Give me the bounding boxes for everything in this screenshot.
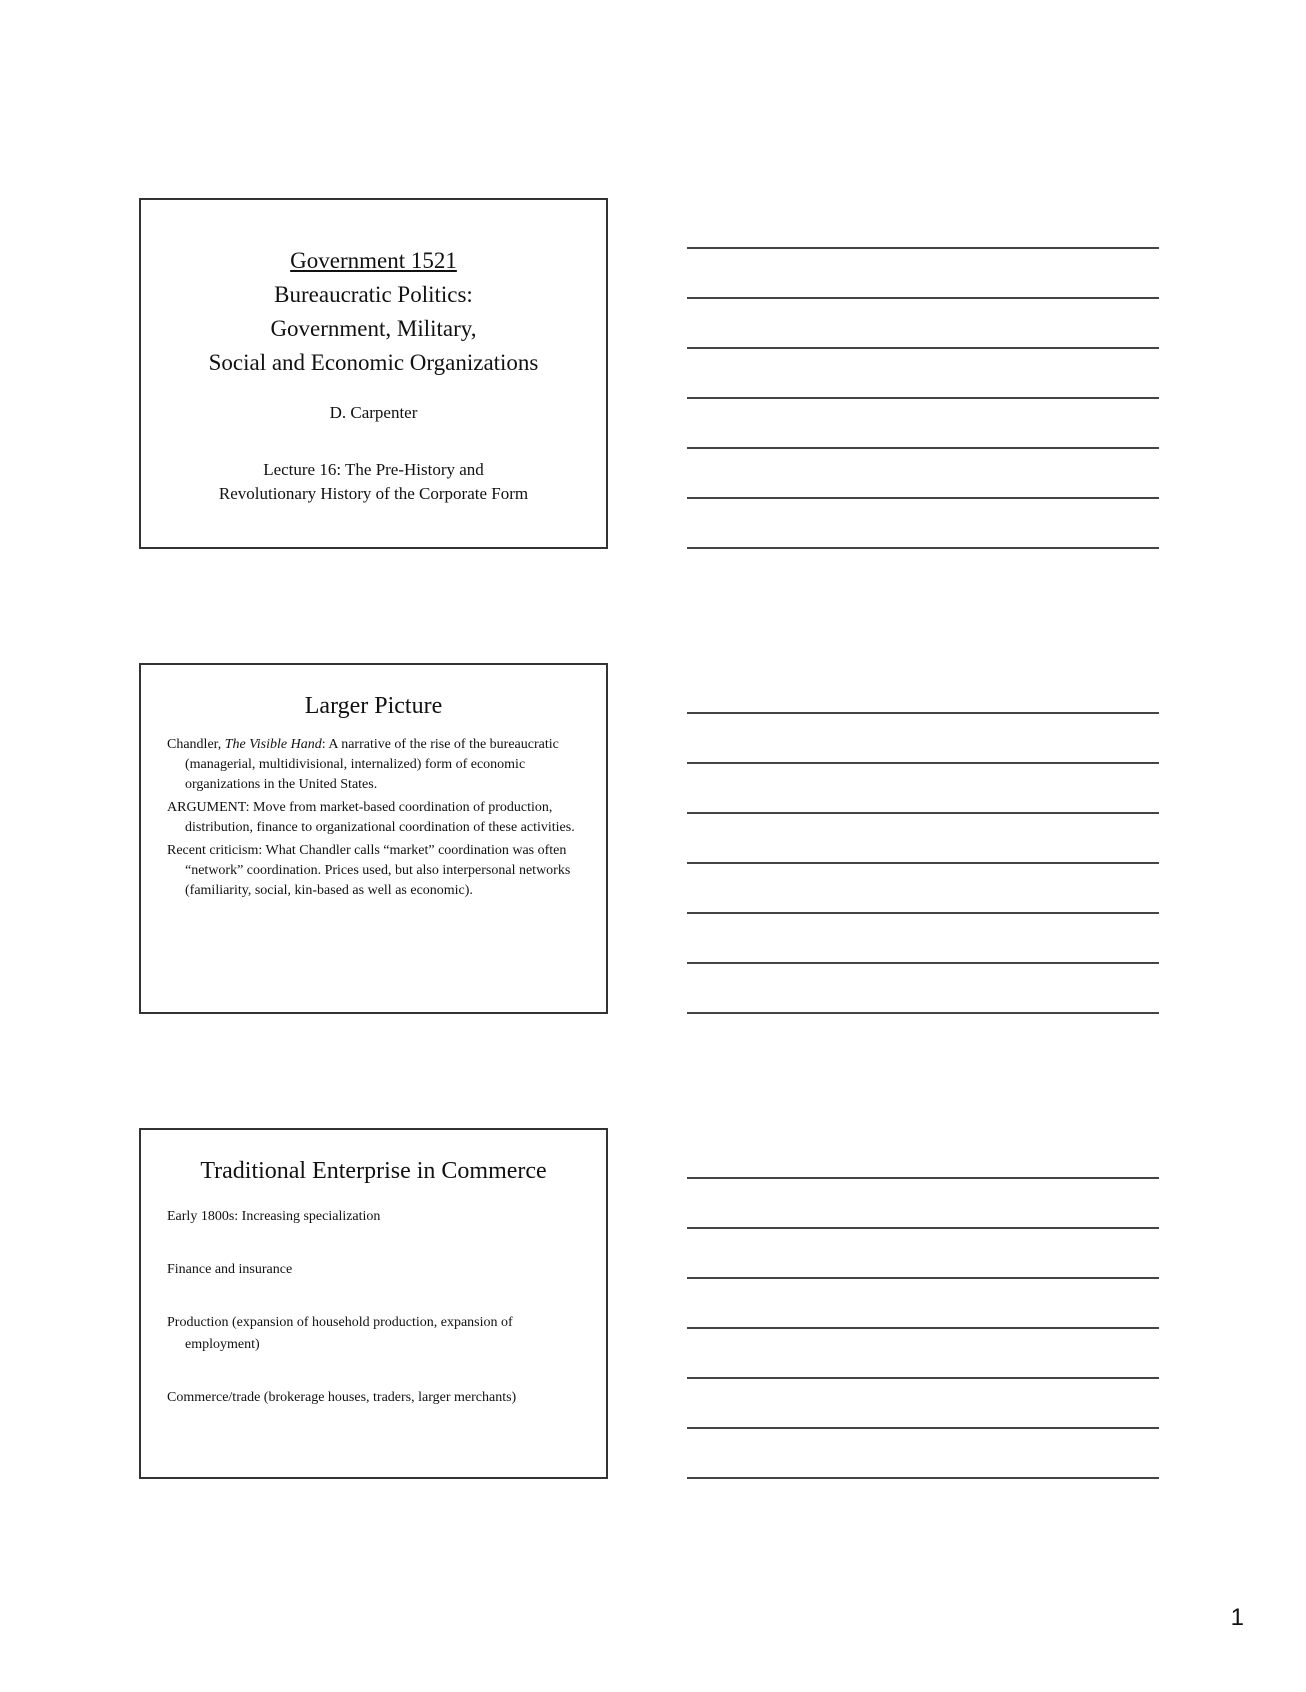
bullet-item: Recent criticism: What Chandler calls “market” coordination was often “network” coordination. Prices used, but also interpersonal networks (familiarity, social, kin-based as well as economic). [167, 843, 571, 898]
bullet-item: Chandler, The Visible Hand: A narrative of the rise of the bureaucratic (managerial, multidivisional, internalized) form of economic organizations in the United States. [167, 737, 559, 792]
slide-1-thumbnail [139, 198, 608, 549]
note-line [687, 1177, 1159, 1179]
course-subtitle-line-2: Government, Military, [270, 316, 477, 341]
note-line [687, 762, 1159, 764]
bullet-item: Production (expansion of household production, expansion of employment) [167, 1315, 513, 1352]
note-line [687, 1427, 1159, 1429]
slide-2-thumbnail [139, 663, 608, 1014]
note-line [687, 247, 1159, 249]
note-line [687, 1477, 1159, 1479]
course-subtitle-line-3: Social and Economic Organizations [208, 350, 539, 375]
note-line [687, 712, 1159, 714]
note-line [687, 497, 1159, 499]
note-line [687, 1377, 1159, 1379]
lecture-title [141, 458, 606, 506]
bullet-item: Finance and insurance [167, 1262, 293, 1277]
lecture-title-line-1: Lecture 16: The Pre-History and [263, 460, 484, 479]
note-line [687, 1277, 1159, 1279]
bullet-item: Commerce/trade (brokerage houses, traders, larger merchants) [167, 1390, 517, 1405]
note-line [687, 812, 1159, 814]
slide-2-bullet-list [141, 735, 606, 901]
note-line [687, 447, 1159, 449]
note-line [687, 912, 1159, 914]
page-number: 1 [1230, 1604, 1244, 1631]
lecture-title-line-2: Revolutionary History of the Corporate Form [218, 484, 529, 503]
slide-3-bullet-list [141, 1206, 606, 1409]
course-subtitle-line-1: Bureaucratic Politics: [274, 282, 473, 307]
note-line [687, 962, 1159, 964]
note-line [687, 1227, 1159, 1229]
slide-3-title: Traditional Enterprise in Commerce [200, 1158, 547, 1184]
slide-1-title-block [141, 200, 606, 380]
note-line [687, 862, 1159, 864]
note-line [687, 1012, 1159, 1014]
book-title: The Visible Hand [224, 737, 322, 752]
author-name: D. Carpenter [329, 403, 418, 422]
course-title: Government 1521 [290, 248, 457, 273]
note-line [687, 297, 1159, 299]
note-line [687, 347, 1159, 349]
note-line [687, 547, 1159, 549]
note-line [687, 1327, 1159, 1329]
bullet-item: Early 1800s: Increasing specialization [167, 1209, 381, 1224]
slide-3-thumbnail [139, 1128, 608, 1479]
note-line [687, 397, 1159, 399]
slide-2-title: Larger Picture [304, 693, 443, 719]
bullet-item: ARGUMENT: Move from market-based coordination of production, distribution, finance to organizational coordination of these activities. [167, 800, 575, 835]
